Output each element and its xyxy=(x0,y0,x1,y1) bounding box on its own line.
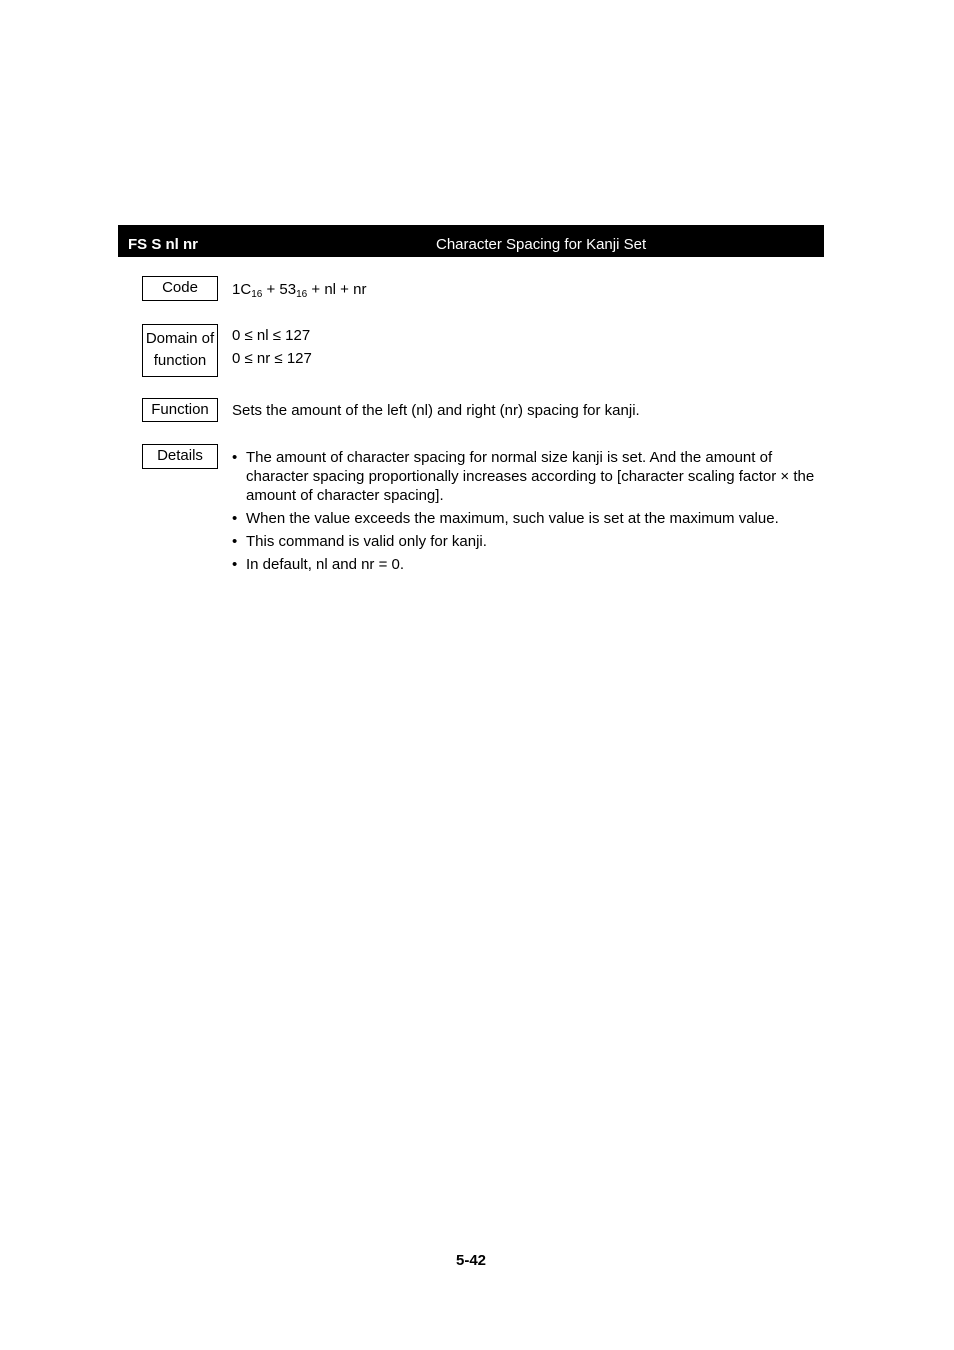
code-subscript1: 16 xyxy=(251,289,263,300)
code-hex1: 1C xyxy=(232,281,252,298)
domain-label-line2: function xyxy=(153,352,207,369)
page-number: 5-42 xyxy=(455,1252,487,1269)
domain-values xyxy=(232,324,312,370)
code-subscript2: 16 xyxy=(296,289,308,300)
details-item: • This command is valid only for kanji. xyxy=(232,532,822,551)
domain-nr-range: 0 ≤ nr ≤ 127 xyxy=(232,350,312,367)
function-text: Sets the amount of the left (nl) and right (nr) spacing for kanji. xyxy=(232,402,640,419)
section-header-bar xyxy=(118,225,824,257)
function-label: Function xyxy=(142,398,218,422)
details-item: • When the value exceeds the maximum, such value is set at the maximum value. xyxy=(232,509,822,528)
code-plus: + xyxy=(262,281,280,298)
details-list xyxy=(232,448,822,578)
details-label: Details xyxy=(142,444,218,469)
domain-nl-range: 0 ≤ nl ≤ 127 xyxy=(232,327,311,344)
details-item: • In default, nl and nr = 0. xyxy=(232,555,822,574)
code-label: Code xyxy=(142,276,218,301)
section-title: Character Spacing for Kanji Set xyxy=(436,236,647,253)
domain-label-line1: Domain of xyxy=(145,330,215,347)
domain-label xyxy=(142,324,218,377)
command-name: FS S nl nr xyxy=(128,236,199,253)
details-item: • The amount of character spacing for normal size kanji is set. And the amount of character spacing proportionally increases according to [character scaling factor × the amount of character spacing]. xyxy=(232,448,822,505)
code-hex2: 53 xyxy=(279,281,297,298)
code-rest: + nl + nr xyxy=(307,281,367,298)
code-value xyxy=(232,278,366,301)
